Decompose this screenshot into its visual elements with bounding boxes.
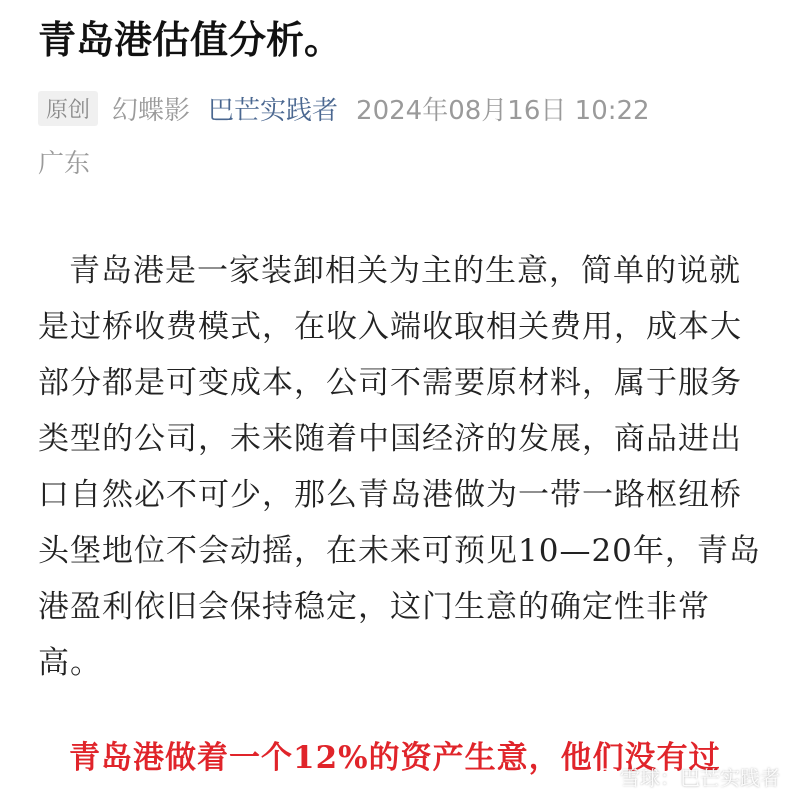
publish-location: 广东 (38, 149, 91, 179)
article-title: 青岛港估值分析。 (38, 18, 343, 62)
highlighted-paragraph: 青岛港做着一个12%的资产生意，他们没有过 (69, 740, 721, 776)
author-name: 幻蝶影 (112, 95, 191, 126)
snowball-logo-icon (588, 766, 614, 788)
original-badge: 原创 (38, 91, 98, 126)
account-link[interactable]: 巴芒实践者 (208, 95, 339, 126)
publish-date: 2024年08月16日 10:22 (356, 95, 650, 126)
watermark-text: 雪球：巴芒实践者 (620, 766, 780, 790)
watermark (588, 762, 780, 791)
article-meta (38, 88, 650, 128)
article-paragraph: 青岛港是一家装卸相关为主的生意，简单的说就是过桥收费模式，在收入端收取相关费用，成本大部分都是可变成本，公司不需要原材料，属于服务类型的公司，未来随着中国经济的发展，商品进出口自然必不可少，那么青岛港做为一带一路枢纽桥头堡地位不会动摇，在未来可预见10—20年，青岛港盈利依旧会保持稳定，这门生意的确定性非常高。 (38, 253, 761, 681)
